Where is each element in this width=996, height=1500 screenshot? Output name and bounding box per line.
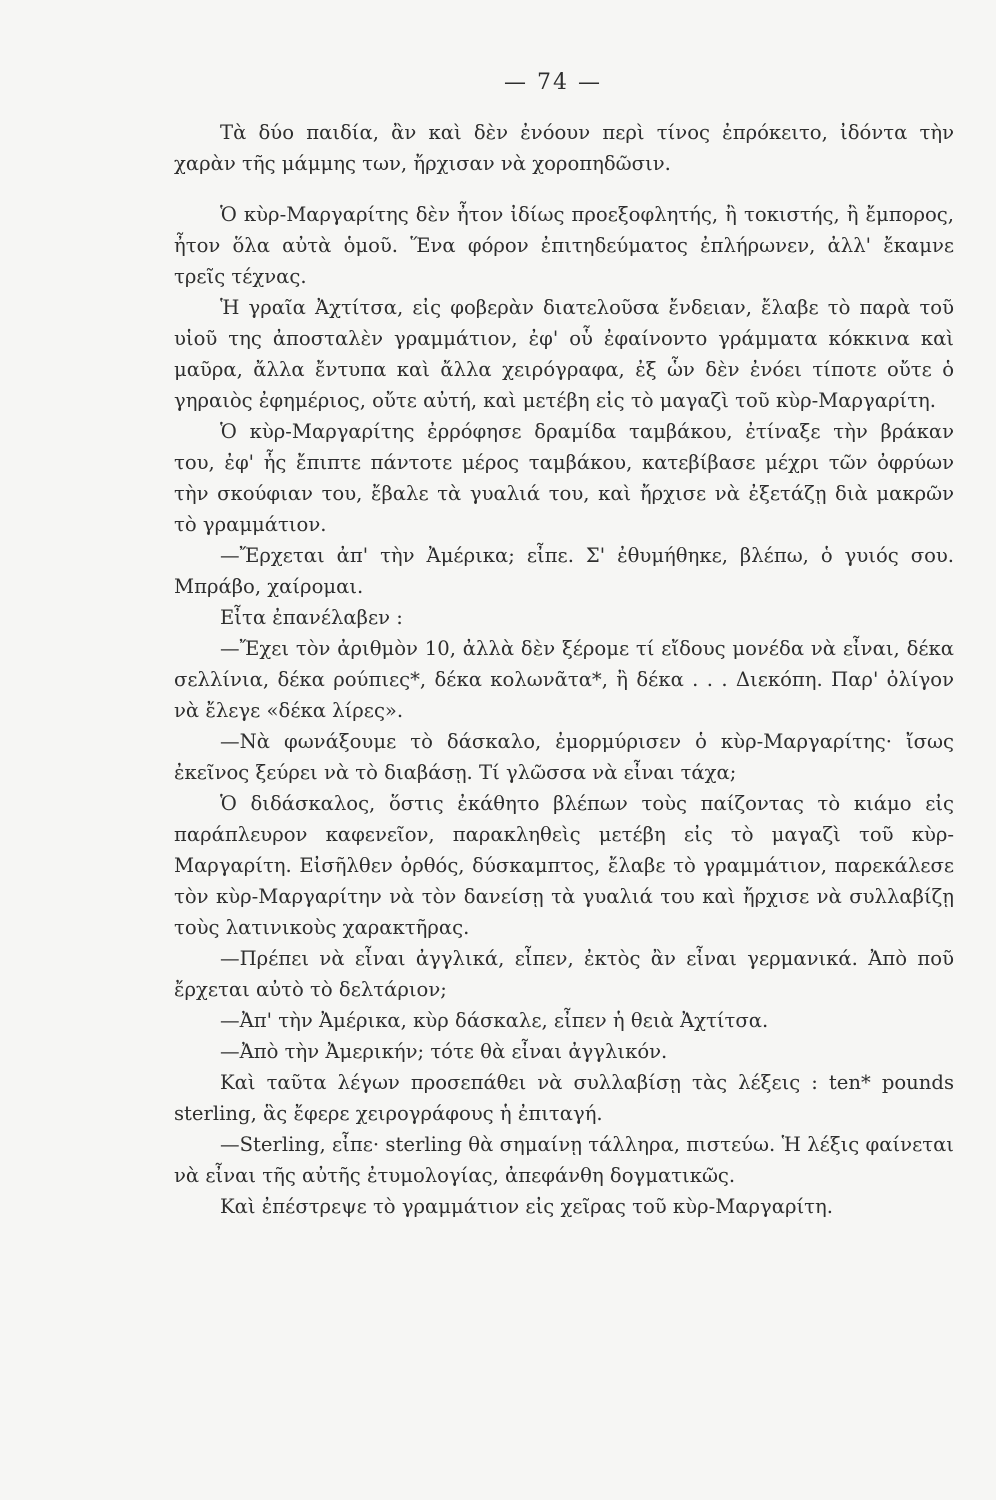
paragraph-1: Τὰ δύο παιδία, ἂν καὶ δὲν ἐνόουν περὶ τίνος ἐπρόκειτο, ἰδόντα τὴν χαρὰν τῆς μάμμης των, ἤρχισαν νὰ χοροπηδῶσιν.	[174, 121, 954, 175]
paragraph-12: —Ἀπὸ τὴν Ἀμερικήν; τότε θὰ εἶναι ἀγγλικόν.	[220, 1040, 668, 1063]
paragraph-14: —Sterling, εἶπε· sterling θὰ σημαίνῃ τάλληρα, πιστεύω. Ἡ λέξις φαίνεται νὰ εἶναι τῆς αὐτῆς ἐτυμολογίας, ἀπεφάνθη δογματικῶς.	[174, 1133, 954, 1187]
page-number: — 74 —	[504, 70, 602, 95]
paragraph-9: Ὁ διδάσκαλος, ὅστις ἐκάθητο βλέπων τοὺς παίζοντας τὸ κιάμο εἰς παράπλευρον καφενεῖον, παρακληθεὶς μετέβη εἰς τὸ μαγαζὶ τοῦ κὺρ-Μαργαρίτη. Εἰσῆλθεν ὀρθός, δύσκαμπτος, ἔλαβε τὸ γραμμάτιον, παρεκάλεσε τὸν κὺρ-Μαργαρίτην νὰ τὸν δανείσῃ τὰ γυαλιά του καὶ ἤρχισε νὰ συλλαβίζῃ τοὺς λατινικοὺς χαρακτῆρας.	[174, 792, 954, 939]
paragraph-6: Εἶτα ἐπανέλαβεν :	[220, 606, 403, 629]
paragraph-3: Ἡ γραῖα Ἀχτίτσα, εἰς φοβερὰν διατελοῦσα ἔνδειαν, ἔλαβε τὸ παρὰ τοῦ υἱοῦ της ἀποσταλὲν γραμμάτιον, ἐφ' οὗ ἐφαίνοντο γράμματα κόκκινα καὶ μαῦρα, ἄλλα ἔντυπα καὶ ἄλλα χειρόγραφα, ἐξ ὧν δὲν ἐνόει τίποτε οὔτε ὁ γηραιὸς ἐφημέριος, οὔτε αὐτή, καὶ μετέβη εἰς τὸ μαγαζὶ τοῦ κὺρ-Μαργαρίτη.	[174, 296, 954, 412]
paragraph-2: Ὁ κὺρ-Μαργαρίτης δὲν ἦτον ἰδίως προεξοφλητής, ἢ τοκιστής, ἢ ἔμπορος, ἦτον ὅλα αὐτὰ ὁμοῦ. Ἕνα φόρον ἐπιτηδεύματος ἐπλήρωνεν, ἀλλ' ἔκαμνε τρεῖς τέχνας.	[174, 203, 954, 288]
paragraph-15: Καὶ ἐπέστρεψε τὸ γραμμάτιον εἰς χεῖρας τοῦ κὺρ-Μαργαρίτη.	[220, 1195, 833, 1218]
paragraph-7: —Ἔχει τὸν ἀριθμὸν 10, ἀλλὰ δὲν ξέρομε τί εἴδους μονέδα νὰ εἶναι, δέκα σελλίνια, δέκα ρούπιες*, δέκα κολωνᾶτα*, ἢ δέκα . . . Διεκόπη. Παρ' ὀλίγον νὰ ἔλεγε «δέκα λίρες».	[174, 637, 954, 722]
paragraph-5: —Ἔρχεται ἀπ' τὴν Ἀμέρικα; εἶπε. Σ' ἐθυμήθηκε, βλέπω, ὁ γυιός σου. Μπράβο, χαίρομαι.	[174, 544, 954, 598]
paragraph-11: —Ἀπ' τὴν Ἀμέρικα, κὺρ δάσκαλε, εἶπεν ἡ θειὰ Ἀχτίτσα.	[220, 1009, 769, 1032]
paragraph-10: —Πρέπει νὰ εἶναι ἀγγλικά, εἶπεν, ἐκτὸς ἂν εἶναι γερμανικά. Ἀπὸ ποῦ ἔρχεται αὐτὸ τὸ δελτάριον;	[174, 947, 954, 1001]
paragraph-4: Ὁ κὺρ-Μαργαρίτης ἐρρόφησε δραμίδα ταμβάκου, ἐτίναξε τὴν βράκαν του, ἐφ' ἧς ἔπιπτε πάντοτε μέρος ταμβάκου, κατεβίβασε μέχρι τῶν ὀφρύων τὴν σκούφιαν του, ἔβαλε τὰ γυαλιά του, καὶ ἤρχισε νὰ ἐξετάζῃ διὰ μακρῶν τὸ γραμμάτιον.	[174, 420, 954, 536]
paragraph-8: —Νὰ φωνάξουμε τὸ δάσκαλο, ἐμορμύρισεν ὁ κὺρ-Μαργαρίτης· ἴσως ἐκεῖνος ξεύρει νὰ τὸ διαβάσῃ. Τί γλῶσσα νὰ εἶναι τάχα;	[174, 730, 954, 784]
paragraph-13: Καὶ ταῦτα λέγων προσεπάθει νὰ συλλαβίσῃ τὰς λέξεις : ten* pounds sterling, ἃς ἔφερε χειρογράφους ἡ ἐπιταγή.	[174, 1071, 954, 1125]
page-body-text	[174, 117, 954, 1222]
